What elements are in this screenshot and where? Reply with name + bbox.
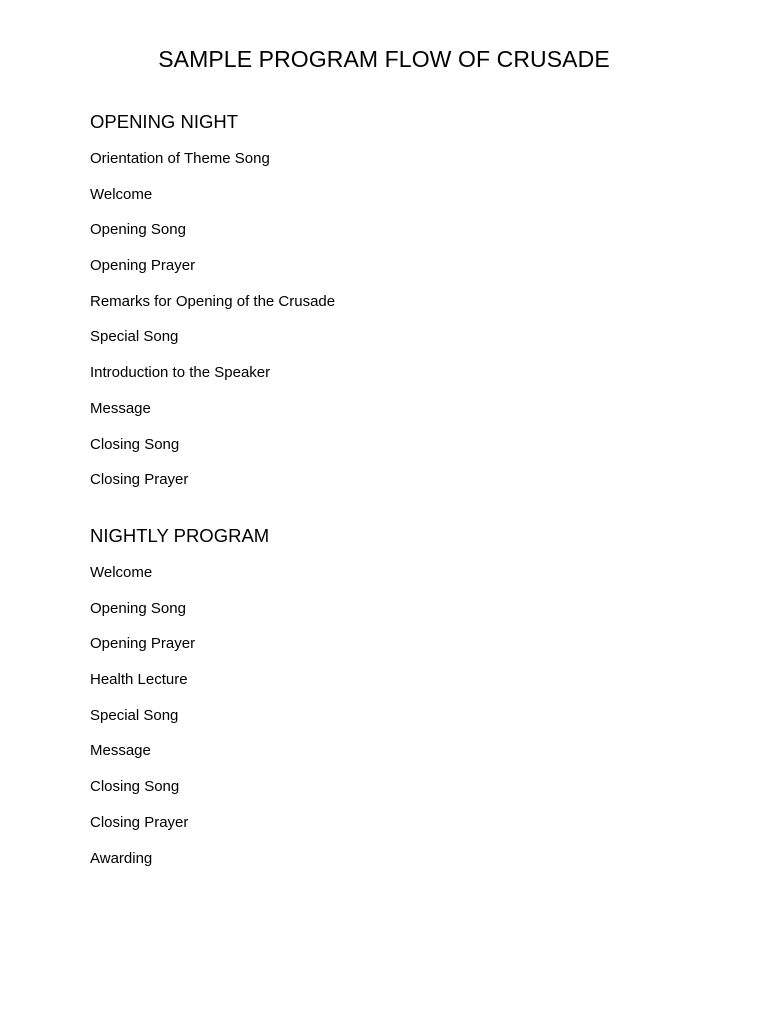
list-item: Opening Prayer <box>90 635 196 653</box>
list-item: Introduction to the Speaker <box>90 364 271 382</box>
list-item: Remarks for Opening of the Crusade <box>90 292 336 310</box>
list-item: Health Lecture <box>90 671 188 689</box>
list-item: Opening Prayer <box>90 257 196 275</box>
list-item: Special Song <box>90 328 179 346</box>
list-item: Opening Song <box>90 599 186 617</box>
nightly-program-list <box>90 563 195 884</box>
list-item: Closing Prayer <box>90 813 189 831</box>
list-item: Welcome <box>90 564 153 581</box>
list-item: Opening Song <box>90 221 186 239</box>
list-item: Message <box>90 399 151 417</box>
section-heading-opening-night: OPENING NIGHT <box>90 111 239 132</box>
list-item: Closing Song <box>90 435 180 453</box>
list-item: Orientation of Theme Song <box>90 150 270 167</box>
opening-night-list <box>90 149 335 506</box>
list-item: Special Song <box>90 706 179 724</box>
section-heading-nightly-program: NIGHTLY PROGRAM <box>90 525 270 546</box>
list-item: Awarding <box>90 849 153 867</box>
list-item: Closing Prayer <box>90 471 189 489</box>
list-item: Welcome <box>90 185 153 203</box>
list-item: Message <box>90 742 151 760</box>
page-title: SAMPLE PROGRAM FLOW OF CRUSADE <box>158 46 610 72</box>
list-item: Closing Song <box>90 778 180 796</box>
